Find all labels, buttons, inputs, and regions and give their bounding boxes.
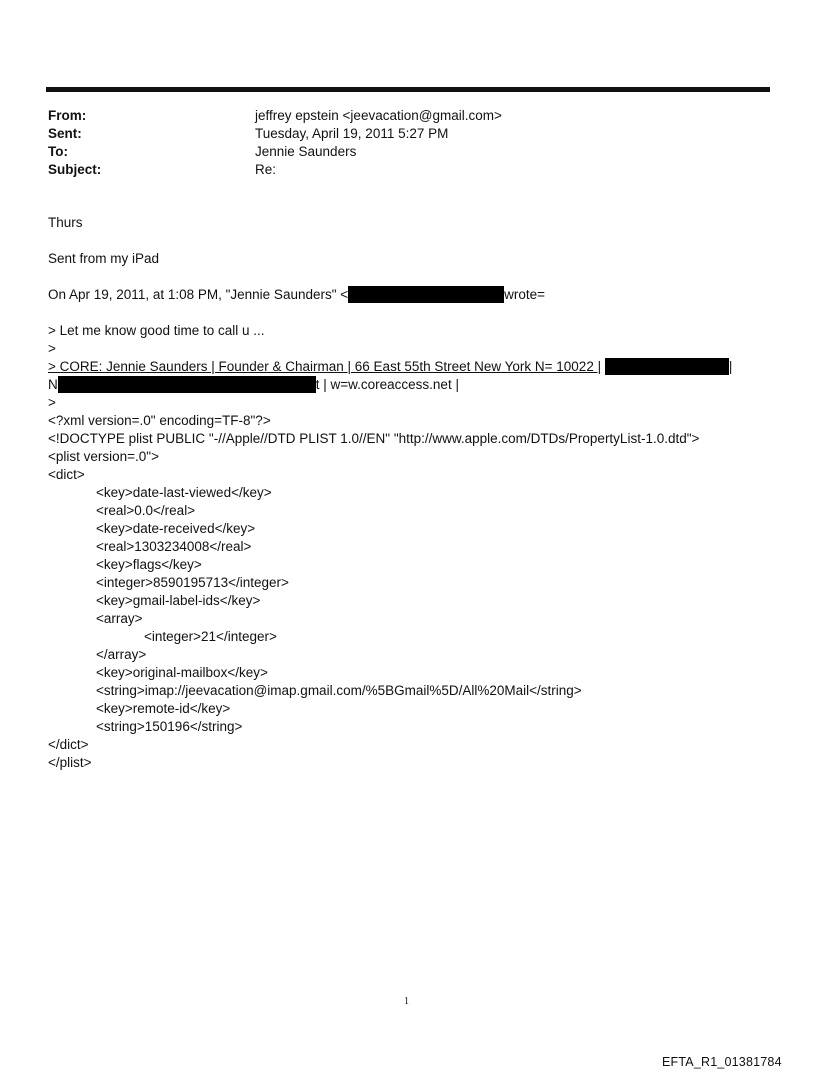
core-signature-line2: [48, 376, 768, 394]
xml-line: <!DOCTYPE plist PUBLIC "-//Apple//DTD PLIST 1.0//EN" "http://www.apple.com/DTDs/PropertyList-1.0.dtd">: [48, 431, 700, 446]
sent-label: Sent:: [48, 126, 82, 141]
redaction-box: [605, 358, 729, 375]
xml-line: <?xml version=.0" encoding=TF-8"?>: [48, 413, 271, 428]
header-rule: [46, 87, 770, 92]
email-body: [48, 214, 768, 772]
core-line2-post: t | w=w.coreaccess.net |: [315, 377, 459, 392]
xml-line: <key>original-mailbox</key>: [96, 665, 268, 680]
xml-line: <plist version=.0">: [48, 449, 159, 464]
from-value: jeffrey epstein <jeevacation@gmail.com>: [255, 108, 502, 123]
xml-line: <string>150196</string>: [96, 719, 243, 734]
quote-intro-post: wrote=: [504, 287, 546, 302]
xml-line: <real>0.0</real>: [96, 503, 196, 518]
xml-line: <integer>8590195713</integer>: [96, 575, 289, 590]
subject-value: Re:: [255, 162, 277, 177]
xml-line: </array>: [96, 647, 147, 662]
quote-intro: [48, 286, 768, 304]
reply-text: Thurs: [48, 215, 83, 230]
bates-number: EFTA_R1_01381784: [662, 1055, 782, 1069]
email-header: [48, 107, 502, 179]
redaction-box: [58, 376, 316, 393]
core-line2-pre: N: [48, 377, 58, 392]
quote-marker: >: [48, 395, 56, 410]
quote-marker: >: [48, 341, 56, 356]
xml-line: <key>remote-id</key>: [96, 701, 231, 716]
sent-value: Tuesday, April 19, 2011 5:27 PM: [255, 126, 449, 141]
xml-line: <real>1303234008</real>: [96, 539, 252, 554]
to-label: To:: [48, 144, 68, 159]
from-label: From:: [48, 108, 87, 123]
signature: Sent from my iPad: [48, 251, 160, 266]
core-signature-text: > CORE: Jennie Saunders | Founder & Chairman | 66 East 55th Street New York N= 10022 |: [48, 359, 602, 374]
quoted-message: > Let me know good time to call u ...: [48, 323, 265, 338]
xml-line: <string>imap://jeevacation@imap.gmail.com/%5BGmail%5D/All%20Mail</string>: [96, 683, 582, 698]
redaction-box: [348, 286, 504, 303]
page-number: 1: [404, 996, 409, 1007]
xml-line: <integer>21</integer>: [144, 629, 277, 644]
to-row: [48, 143, 502, 161]
subject-row: [48, 161, 502, 179]
xml-line: </plist>: [48, 755, 92, 770]
sent-row: [48, 125, 502, 143]
xml-line: <key>flags</key>: [96, 557, 202, 572]
xml-line: <key>date-received</key>: [96, 521, 256, 536]
xml-line: <key>date-last-viewed</key>: [96, 485, 272, 500]
from-row: [48, 107, 502, 125]
xml-line: <key>gmail-label-ids</key>: [96, 593, 261, 608]
core-line-end: |: [728, 359, 733, 374]
core-signature-line: [48, 358, 768, 376]
xml-line: <dict>: [48, 467, 85, 482]
xml-line: </dict>: [48, 737, 89, 752]
to-value: Jennie Saunders: [255, 144, 357, 159]
quote-intro-pre: On Apr 19, 2011, at 1:08 PM, "Jennie Saunders" <: [48, 287, 349, 302]
xml-line: <array>: [96, 611, 143, 626]
subject-label: Subject:: [48, 162, 102, 177]
